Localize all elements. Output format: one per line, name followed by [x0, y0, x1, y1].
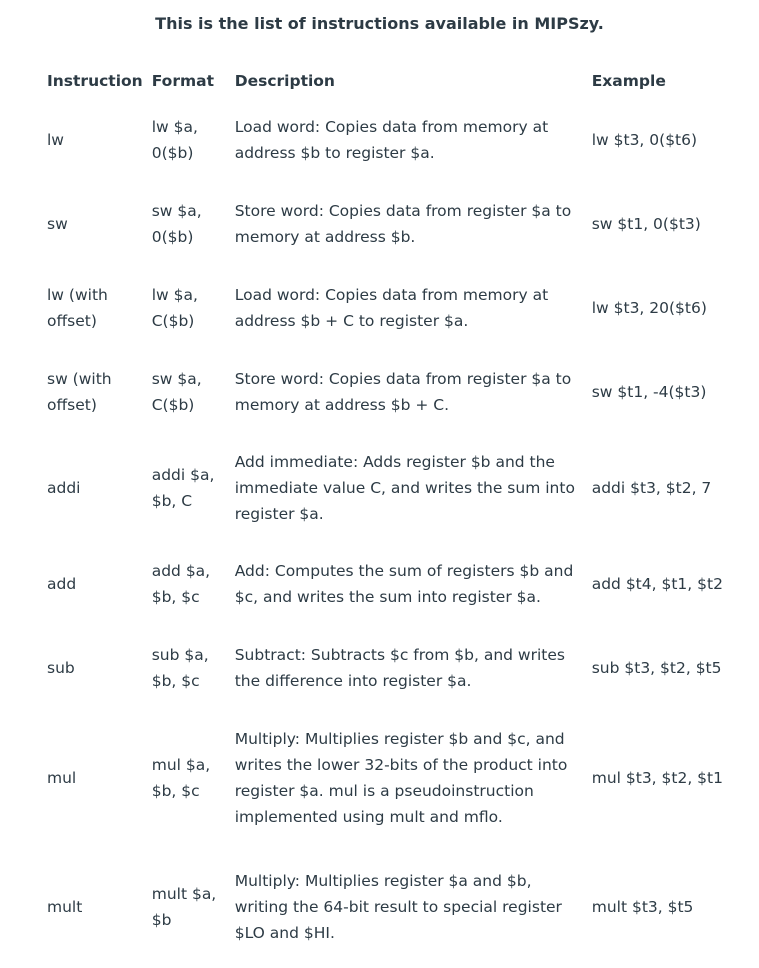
format-text: sub $a, [151, 646, 209, 664]
format-text: 0($b) [151, 144, 194, 162]
format-text: $b, $c [151, 672, 200, 690]
table-row [38, 542, 757, 626]
instruction-cell [38, 350, 143, 434]
instruction-cell [38, 434, 143, 542]
table-row [38, 846, 757, 968]
table-row [38, 710, 757, 846]
table-row [38, 182, 757, 266]
description-text: address $b to register $a. [234, 144, 435, 162]
description-text: writing the 64-bit result to special register [234, 898, 562, 916]
description-text: Add immediate: Adds register $b and the [234, 453, 555, 471]
description-text: implemented using mult and mflo. [234, 808, 503, 826]
example-cell: sub $t3, $t2, $t5 [591, 659, 722, 677]
table-caption: This is the list of instructions available in MIPSzy. [155, 14, 604, 33]
format-text: sw $a, [151, 370, 202, 388]
description-text: address $b + C to register $a. [234, 312, 469, 330]
example-cell: sw $t1, -4($t3) [591, 383, 707, 401]
description-cell [226, 98, 583, 182]
instruction-cell [38, 542, 143, 626]
table-row [38, 626, 757, 710]
format-text: $b, C [151, 492, 193, 510]
format-text: addi $a, [151, 466, 215, 484]
instruction-text: lw (with [47, 286, 108, 304]
example-cell: mul $t3, $t2, $t1 [591, 769, 723, 787]
format-cell [143, 350, 226, 434]
format-cell [143, 98, 226, 182]
instruction-text: add [47, 575, 77, 593]
description-text: immediate value C, and writes the sum into [234, 479, 575, 497]
description-text: register $a. mul is a pseudoinstruction [234, 782, 534, 800]
description-text: Add: Computes the sum of registers $b and [234, 562, 574, 580]
description-text: $c, and writes the sum into register $a. [234, 588, 541, 606]
example-cell: lw $t3, 0($t6) [591, 131, 698, 149]
format-text: lw $a, [151, 118, 198, 136]
header-format: Format [151, 72, 214, 90]
instruction-text: mul [47, 769, 77, 787]
format-text: $b [151, 911, 172, 929]
header-description: Description [234, 72, 335, 90]
instruction-text: addi [47, 479, 81, 497]
description-text: Multiply: Multiplies register $b and $c, and [234, 730, 565, 748]
description-text: register $a. [234, 505, 324, 523]
format-text: C($b) [151, 312, 195, 330]
example-cell: mult $t3, $t5 [591, 898, 694, 916]
instruction-cell [38, 182, 143, 266]
description-cell [226, 350, 583, 434]
instruction-text: mult [47, 898, 83, 916]
instruction-text: offset) [47, 312, 97, 330]
header-row [38, 64, 757, 98]
format-cell [143, 846, 226, 968]
instruction-cell [38, 710, 143, 846]
format-cell [143, 710, 226, 846]
table-row [38, 266, 757, 350]
instruction-cell [38, 266, 143, 350]
header-example: Example [591, 72, 666, 90]
instruction-text: sw [47, 215, 68, 233]
description-cell [226, 626, 583, 710]
format-text: mul $a, [151, 756, 211, 774]
instruction-text: offset) [47, 396, 97, 414]
header-instruction: Instruction [47, 72, 143, 90]
instruction-text: lw [47, 131, 64, 149]
format-cell [143, 626, 226, 710]
instruction-text: sw (with [47, 370, 112, 388]
instruction-cell [38, 846, 143, 968]
instruction-cell [38, 98, 143, 182]
format-text: add $a, [151, 562, 211, 580]
description-text: writes the lower 32-bits of the product into [234, 756, 568, 774]
description-text: Multiply: Multiplies register $a and $b, [234, 872, 532, 890]
description-text: Store word: Copies data from register $a to [234, 370, 572, 388]
format-cell [143, 434, 226, 542]
description-text: $LO and $HI. [234, 924, 335, 942]
description-cell [226, 182, 583, 266]
format-text: mult $a, [151, 885, 217, 903]
description-text: memory at address $b. [234, 228, 416, 246]
table-row [38, 434, 757, 542]
example-cell: addi $t3, $t2, 7 [591, 479, 712, 497]
description-cell [226, 266, 583, 350]
description-text: Subtract: Subtracts $c from $b, and writes [234, 646, 565, 664]
description-text: memory at address $b + C. [234, 396, 450, 414]
example-cell: lw $t3, 20($t6) [591, 299, 707, 317]
description-text: the difference into register $a. [234, 672, 472, 690]
description-text: Load word: Copies data from memory at [234, 118, 549, 136]
instruction-cell [38, 626, 143, 710]
format-cell [143, 182, 226, 266]
format-text: C($b) [151, 396, 195, 414]
description-cell [226, 846, 583, 968]
format-text: lw $a, [151, 286, 198, 304]
format-text: $b, $c [151, 782, 200, 800]
table-row [38, 350, 757, 434]
description-text: Load word: Copies data from memory at [234, 286, 549, 304]
instruction-text: sub [47, 659, 75, 677]
description-text: Store word: Copies data from register $a to [234, 202, 572, 220]
example-cell: sw $t1, 0($t3) [591, 215, 701, 233]
instruction-table [38, 64, 757, 968]
format-cell [143, 266, 226, 350]
format-text: 0($b) [151, 228, 194, 246]
description-cell [226, 710, 583, 846]
description-cell [226, 434, 583, 542]
table-row [38, 98, 757, 182]
description-cell [226, 542, 583, 626]
example-cell: add $t4, $t1, $t2 [591, 575, 723, 593]
format-text: sw $a, [151, 202, 202, 220]
format-text: $b, $c [151, 588, 200, 606]
format-cell [143, 542, 226, 626]
